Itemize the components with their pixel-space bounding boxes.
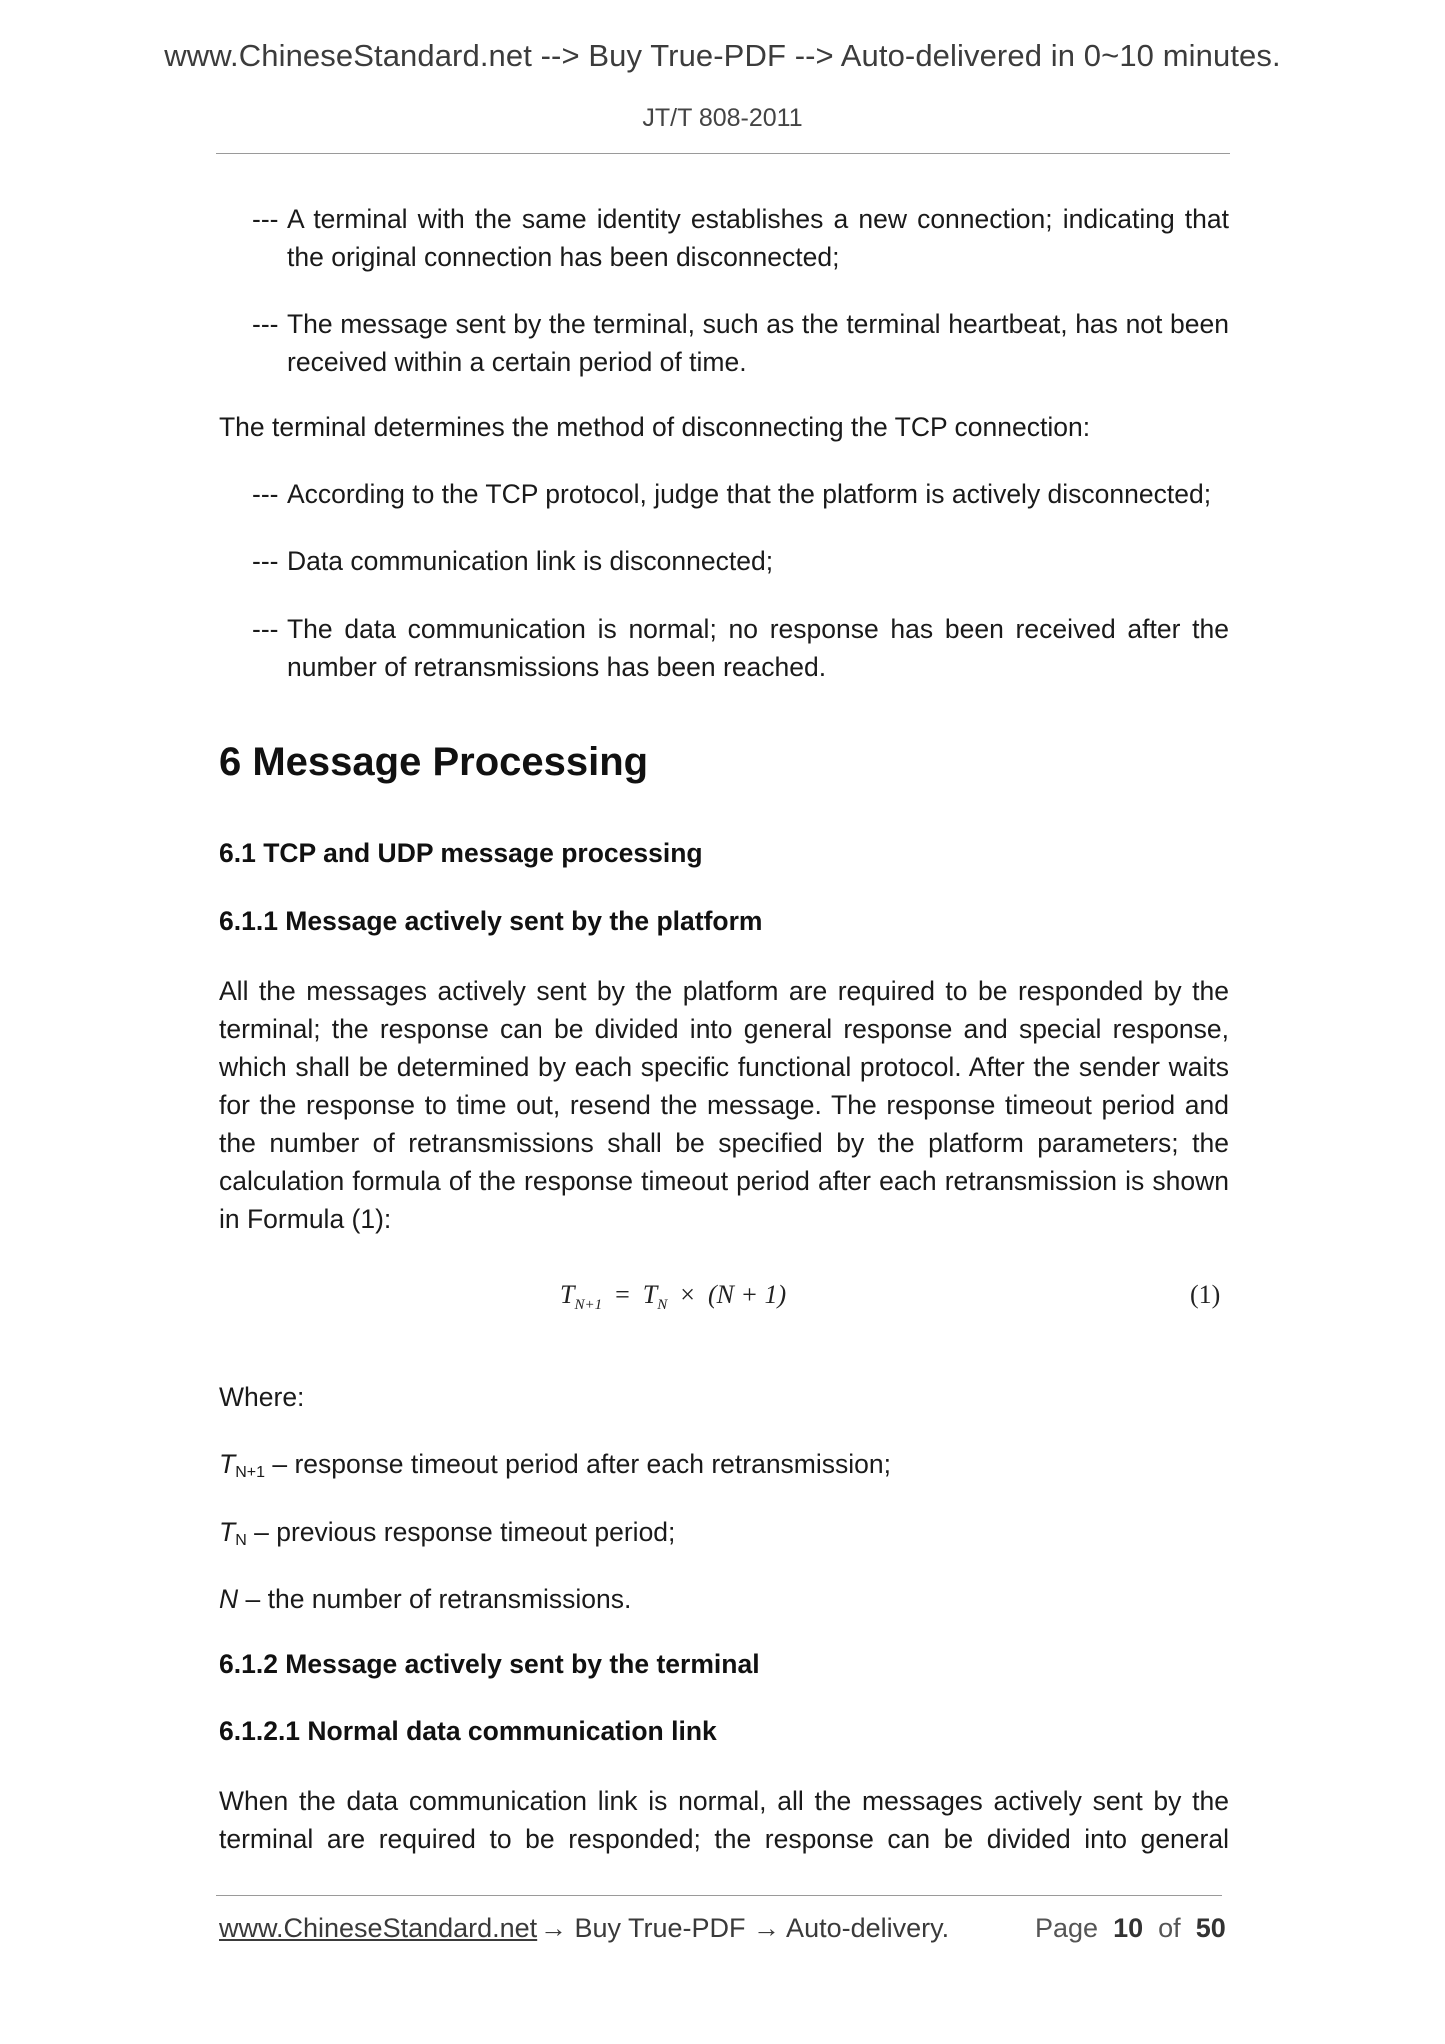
bullet-dash: ---: [252, 309, 279, 339]
definition-subscript: N+1: [235, 1464, 265, 1481]
formula-equals: =: [615, 1280, 630, 1309]
definition-symbol: T: [219, 1449, 236, 1479]
definition-item: [219, 1580, 1229, 1618]
bullet-text-line: The message sent by the terminal, such as the terminal heartbeat, has not been: [287, 309, 1229, 339]
bullet-dash: ---: [252, 204, 279, 234]
paragraph-terminal-messages: [219, 1782, 1229, 1858]
paragraph-line: terminal; the response can be divided into general response and special response,: [219, 1014, 1229, 1044]
where-label: Where:: [219, 1382, 305, 1412]
bullet-text-continuation: the original connection has been disconnected;: [287, 242, 840, 272]
formula-lhs-subscript: N+1: [574, 1297, 603, 1314]
subsection-heading-6-1-2-1: 6.1.2.1 Normal data communication link: [219, 1716, 717, 1746]
footer-site-link[interactable]: www.ChineseStandard.net: [219, 1913, 538, 1943]
formula-1: [560, 1280, 786, 1314]
bullet-text-line: A terminal with the same identity establishes a new connection; indicating that: [287, 204, 1229, 234]
page-number: 10: [1113, 1913, 1144, 1943]
formula-paren-expression: (N + 1): [707, 1280, 787, 1309]
definition-item: [219, 1445, 1229, 1492]
formula-times: ×: [680, 1280, 695, 1309]
bullet-text-line: According to the TCP protocol, judge that the platform is actively disconnected;: [287, 479, 1212, 509]
bullet-dash: ---: [252, 546, 279, 576]
paragraph-line: in Formula (1):: [219, 1204, 392, 1234]
section-heading-6: 6 Message Processing: [219, 740, 649, 784]
paragraph-disconnect-method: The terminal determines the method of disconnecting the TCP connection:: [219, 412, 1091, 442]
formula-number: (1): [1190, 1280, 1221, 1309]
page-total: 50: [1195, 1913, 1226, 1943]
paragraph-line: All the messages actively sent by the platform are required to be responded by the: [219, 976, 1229, 1006]
definition-text: – response timeout period after each retransmission;: [264, 1449, 891, 1479]
formula-lhs: T: [560, 1280, 575, 1309]
bullet-text-line: The data communication is normal; no response has been received after the: [287, 614, 1229, 644]
subsection-heading-6-1-1: 6.1.1 Message actively sent by the platform: [219, 906, 763, 936]
paragraph-line: for the response to time out, resend the message. The response timeout period and: [219, 1090, 1229, 1120]
definition-symbol: T: [219, 1517, 236, 1547]
paragraph-line: calculation formula of the response timeout period after each retransmission is shown: [219, 1166, 1229, 1196]
paragraph-line: When the data communication link is normal, all the messages actively sent by the: [219, 1786, 1229, 1816]
footer-divider: [216, 1895, 1222, 1896]
document-code: JT/T 808-2011: [642, 104, 803, 132]
paragraph-platform-messages: [219, 972, 1229, 1238]
definition-text: – previous response timeout period;: [246, 1517, 676, 1547]
header-divider: [216, 153, 1230, 154]
paragraph-line: which shall be determined by each specific functional protocol. After the sender waits: [219, 1052, 1229, 1082]
formula-rhs: T: [642, 1280, 658, 1309]
definition-subscript: N: [235, 1532, 247, 1549]
bullet-text-continuation: received within a certain period of time.: [287, 347, 747, 377]
definition-symbol: N: [219, 1584, 239, 1614]
page-label: Page: [1035, 1913, 1099, 1943]
bullet-item: [252, 475, 1229, 513]
definition-text: – the number of retransmissions.: [238, 1584, 632, 1614]
formula-rhs-subscript: N: [657, 1297, 668, 1314]
page-indicator: [1035, 1913, 1226, 1944]
page-of-label: of: [1158, 1913, 1181, 1943]
bullet-dash: ---: [252, 479, 279, 509]
footer-delivery-text: → Buy True-PDF → Auto-delivery.: [540, 1913, 950, 1943]
paragraph-line: the number of retransmissions shall be specified by the platform parameters; the: [219, 1128, 1229, 1158]
subsection-heading-6-1: 6.1 TCP and UDP message processing: [219, 838, 703, 868]
bullet-item: [252, 200, 1229, 276]
bullet-text-continuation: number of retransmissions has been reached.: [287, 652, 827, 682]
bullet-item: [252, 542, 1229, 580]
bullet-text-line: Data communication link is disconnected;: [287, 546, 774, 576]
definition-item: [219, 1513, 1229, 1560]
top-banner: www.ChineseStandard.net --> Buy True-PDF --> Auto-delivered in 0~10 minutes.: [164, 38, 1281, 73]
bullet-item: [252, 305, 1229, 381]
paragraph-line: terminal are required to be responded; the response can be divided into general: [219, 1824, 1229, 1854]
subsection-heading-6-1-2: 6.1.2 Message actively sent by the terminal: [219, 1649, 760, 1679]
bullet-item: [252, 610, 1229, 686]
bullet-dash: ---: [252, 614, 279, 644]
